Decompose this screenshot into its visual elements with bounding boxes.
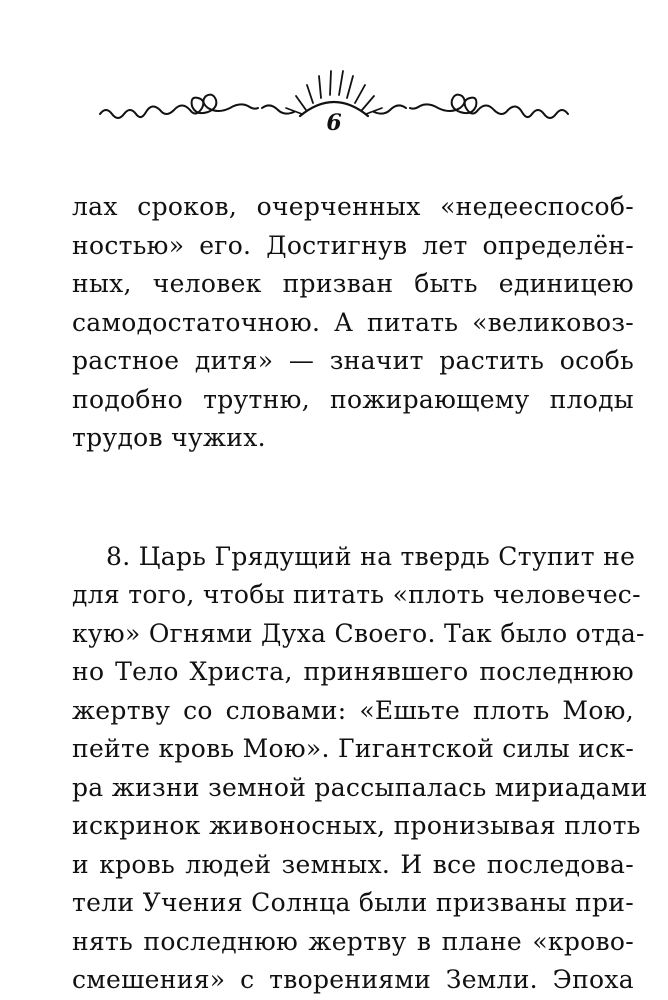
text-line: нять последнюю жертву в плане «крово- [72, 926, 634, 956]
text-line: искринок живоносных, пронизывая плоть [72, 811, 641, 840]
text-line: ра жизни земной рассыпалась мириадами [72, 772, 648, 802]
text-line: самодостаточною. А питать «великовоз- [72, 307, 634, 337]
text-line: ных, человек призван быть единицею [72, 269, 634, 298]
text-line: 8. Царь Грядущий на твердь Ступит не [106, 541, 636, 571]
paragraph-2 [72, 538, 648, 1000]
page-number: 6 [326, 110, 342, 136]
paragraph-1 [72, 188, 634, 458]
text-line: тели Учения Солнца были призваны при- [72, 888, 634, 917]
text-line: смешения» с творениями Земли. Эпоха [72, 965, 634, 994]
text-line: ностью» его. Достигнув лет определён- [72, 230, 634, 260]
text-line: подобно трутню, пожирающему плоды [72, 384, 634, 414]
text-line: лах сроков, очерченных «недееспособ- [72, 192, 634, 221]
text-line: и кровь людей земных. И все последова- [72, 849, 634, 879]
text-line: трудов чужих. [72, 423, 266, 452]
text-line: растное дитя» — значит растить особь [72, 346, 634, 375]
page-body [72, 188, 648, 1000]
text-line: но Тело Христа, принявшего последнюю [72, 657, 634, 686]
text-line: для того, чтобы питать «плоть человечес- [72, 580, 641, 609]
text-line: жертву со словами: «Ешьте плоть Мою, [72, 695, 634, 725]
text-line: кую» Огнями Духа Своего. Так было отда- [72, 618, 645, 648]
text-line: пейте кровь Мою». Гигантской силы иск- [72, 734, 635, 763]
